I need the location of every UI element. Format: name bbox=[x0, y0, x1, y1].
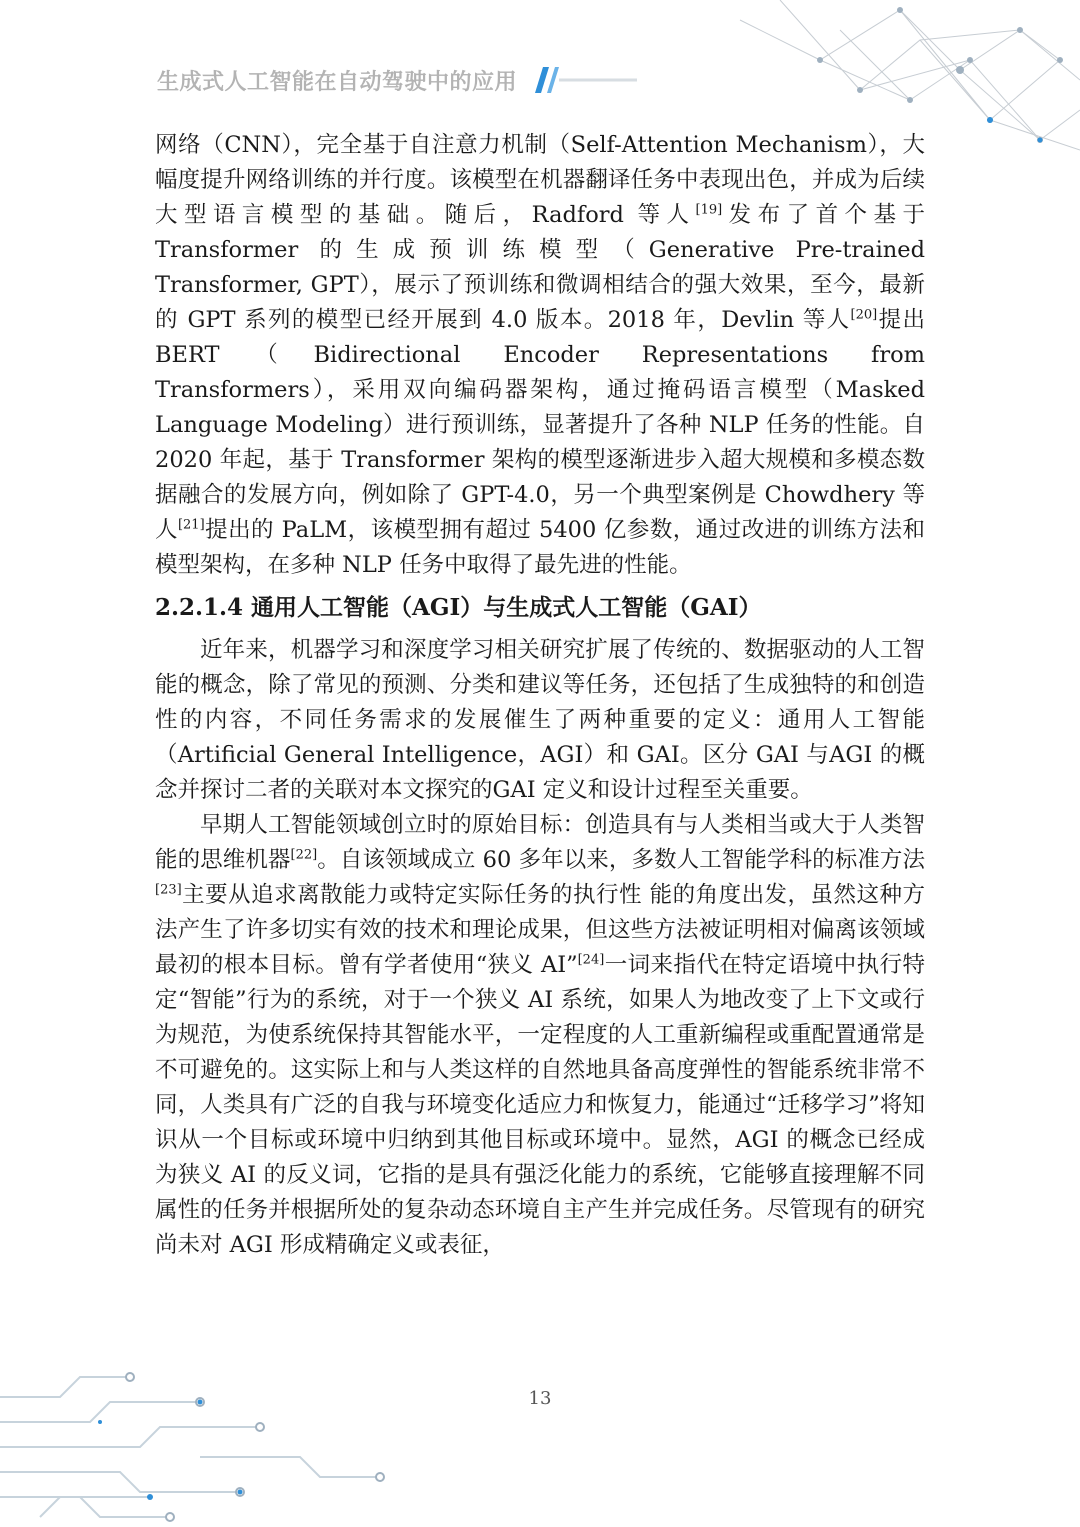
section-heading: 2.2.1.4 通用人工智能（AGI）与生成式人工智能（GAI） bbox=[155, 594, 762, 621]
page-number: 13 bbox=[528, 1388, 552, 1409]
citation-19: [19] bbox=[695, 202, 723, 218]
header-stripe-icon bbox=[527, 65, 637, 95]
circuit-decoration-bottom bbox=[0, 1367, 420, 1527]
page-body bbox=[155, 128, 925, 1263]
citation-23: [23] bbox=[155, 882, 182, 898]
header-title: 生成式人工智能在自动驾驶中的应用 bbox=[157, 69, 518, 95]
citation-24: [24] bbox=[577, 952, 605, 968]
paragraph-continuation: 网络（CNN），完全基于自注意力机制（Self-Attention Mechanism），大幅度提升网络训练的并行度。该模型在机器翻译任务中表现出色，并成为后续大型语言模型的基础。随后，Radford 等人[19]发布了首个基于 Transformer 的生成预训练模型（Generative Pre-trained Transformer, GPT），展示了预训练和微调相结合的强大效果，至今，最新的 GPT 系列的模型已经开展到 4.0 版本。2018 年，Devlin 等人[20]提出 BERT（Bidirectional Encoder Representations from Transformers），采用双向编码器架构，通过掩码语言模型（Masked Language Modeling）进行预训练，显著提升了各种 NLP 任务的性能。自 2020 年起，基于 Transformer 架构的模型逐渐进步入超大规模和多模态数据融合的发展方向，例如除了 GPT-4.0，另一个典型案例是 Chowdhery 等人[21]提出的 PaLM，该模型拥有超过 5400 亿参数，通过改进的训练方法和模型架构，在多种 NLP 任务中取得了最先进的性能。 bbox=[155, 132, 925, 578]
citation-22: [22] bbox=[290, 847, 318, 863]
running-header bbox=[157, 62, 637, 98]
citation-20: [20] bbox=[850, 307, 878, 323]
paragraph-agi-gai-definitions: 近年来，机器学习和深度学习相关研究扩展了传统的、数据驱动的人工智能的概念，除了常见的预测、分类和建议等任务，还包括了生成独特的和创造性的内容，不同任务需求的发展催生了两种重要的定义：通用人工智能（Artificial General Intelligence，AGI）和 GAI。区分 GAI 与AGI 的概念并探讨二者的关联对本文探究的GAI 定义和设计过程至关重要。 bbox=[155, 637, 925, 803]
paragraph-agi-history: 早期人工智能领域创立时的原始目标：创造具有与人类相当或大于人类智能的思维机器[22]。自该领域成立 60 多年以来，多数人工智能学科的标准方法[23]主要从追求离散能力或特定实际任务的执行性 能的角度出发，虽然这种方法产生了许多切实有效的技术和理论成果，但这些方法被证明相对偏离该领域最初的根本目标。曾有学者使用“狭义 AI”[24]一词来指代在特定语境中执行特定“智能”行为的系统，对于一个狭义 AI 系统，如果人为地改变了上下文或行为规范，为使系统保持其智能水平，一定程度的人工重新编程或重配置通常是不可避免的。这实际上和与人类这样的自然地具备高度弹性的智能系统非常不同，人类具有广泛的自我与环境变化适应力和恢复力，能通过“迁移学习”将知识从一个目标或环境中归纳到其他目标或环境中。显然，AGI 的概念已经成为狭义 AI 的反义词，它指的是具有强泛化能力的系统，它能够直接理解不同属性的任务并根据所处的复杂动态环境自主产生并完成任务。尽管现有的研究尚未对 AGI 形成精确定义或表征， bbox=[155, 812, 925, 1258]
citation-21: [21] bbox=[177, 517, 205, 533]
